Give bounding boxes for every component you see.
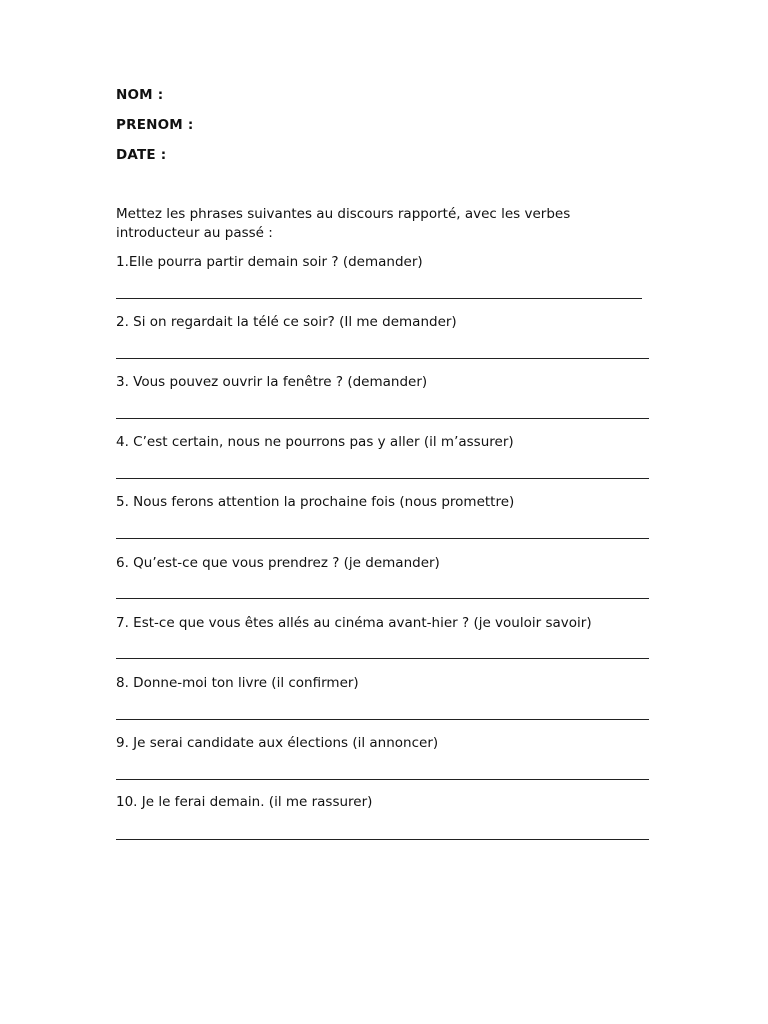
question-1: 1.Elle pourra partir demain soir ? (demander) <box>116 254 423 270</box>
answer-line-2[interactable] <box>116 358 649 359</box>
answer-line-3[interactable] <box>116 418 649 419</box>
answer-line-6[interactable] <box>116 598 649 599</box>
instructions-text: Mettez les phrases suivantes au discours rapporté, avec les verbes introducteur au passé : <box>116 206 571 241</box>
answer-line-8[interactable] <box>116 719 649 720</box>
answer-line-10[interactable] <box>116 839 649 840</box>
answer-line-7[interactable] <box>116 658 649 659</box>
answer-line-1[interactable] <box>116 298 642 299</box>
answer-line-5[interactable] <box>116 538 649 539</box>
question-3: 3. Vous pouvez ouvrir la fenêtre ? (demander) <box>116 374 428 390</box>
answer-line-4[interactable] <box>116 478 649 479</box>
question-4: 4. C’est certain, nous ne pourrons pas y aller (il m’assurer) <box>116 434 514 450</box>
nom-label: NOM : <box>116 87 164 103</box>
question-6: 6. Qu’est-ce que vous prendrez ? (je demander) <box>116 555 440 571</box>
question-9: 9. Je serai candidate aux élections (il annoncer) <box>116 735 439 751</box>
question-8: 8. Donne-moi ton livre (il confirmer) <box>116 675 359 691</box>
prenom-label: PRENOM : <box>116 117 194 133</box>
question-10: 10. Je le ferai demain. (il me rassurer) <box>116 794 373 810</box>
answer-line-9[interactable] <box>116 779 649 780</box>
question-5: 5. Nous ferons attention la prochaine fois (nous promettre) <box>116 494 515 510</box>
question-2: 2. Si on regardait la télé ce soir? (Il me demander) <box>116 314 457 330</box>
date-label: DATE : <box>116 147 167 163</box>
question-7: 7. Est-ce que vous êtes allés au cinéma avant-hier ? (je vouloir savoir) <box>116 615 592 631</box>
